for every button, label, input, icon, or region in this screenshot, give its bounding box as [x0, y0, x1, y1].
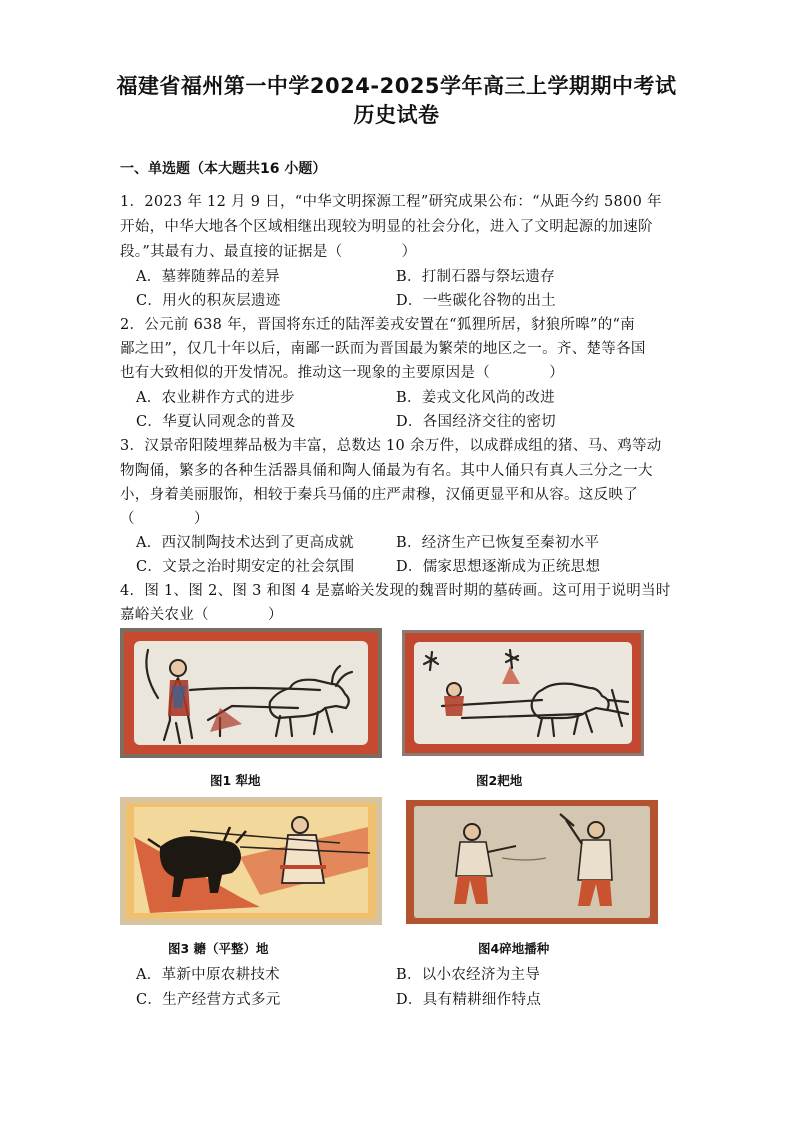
q1-option-d: D．一些碳化谷物的出土: [396, 293, 556, 309]
q4-option-d: D．具有精耕细作特点: [396, 992, 542, 1008]
q1-stem-line: 段。”其最有力、最直接的证据是（ ）: [120, 244, 417, 260]
q1-option-a: A．墓葬随葬品的差异: [136, 269, 280, 285]
q1-option-b: B．打制石器与祭坛遗存: [396, 269, 555, 285]
q4-option-a: A．革新中原农耕技术: [136, 967, 280, 983]
figure-3-caption: 图3 耱（平整）地: [168, 941, 269, 956]
brick-painting-plowing: [120, 628, 382, 758]
q2-option-c: C．华夏认同观念的普及: [136, 414, 296, 430]
brick-painting-leveling: [120, 797, 382, 925]
q3-option-a: A．西汉制陶技术达到了更高成就: [136, 535, 354, 551]
q4-option-c: C．生产经营方式多元: [136, 992, 281, 1008]
brick-painting-harrowing: [402, 630, 644, 756]
exam-title-line2: 历史试卷: [353, 103, 440, 127]
figure-2-caption: 图2耙地: [476, 773, 523, 788]
q4-stem-line: 4．图 1、图 2、图 3 和图 4 是嘉峪关发现的魏晋时期的墓砖画。这可用于说明当时: [120, 583, 671, 599]
q3-option-d: D．儒家思想逐渐成为正统思想: [396, 559, 601, 575]
q1-stem-line: 1．2023 年 12 月 9 日，“中华文明探源工程”研究成果公布：“从距今约 5800 年: [120, 194, 662, 210]
q1-option-c: C．用火的积灰层遗迹: [136, 293, 281, 309]
brick-painting-sowing: [406, 800, 658, 924]
q2-stem-line: 2．公元前 638 年，晋国将东迁的陆浑姜戎安置在“狐狸所居，豺狼所嗥”的“南: [120, 317, 636, 333]
q2-option-a: A．农业耕作方式的进步: [136, 390, 295, 406]
q3-stem-line: 小，身着美丽服饰，相较于秦兵马俑的庄严肃穆，汉俑更显平和从容。这反映了: [120, 487, 638, 503]
q4-option-b: B．以小农经济为主导: [396, 967, 541, 983]
q3-option-b: B．经济生产已恢复至秦初水平: [396, 535, 600, 551]
q3-stem-line: （ ）: [120, 511, 209, 527]
q2-option-d: D．各国经济交往的密切: [396, 414, 556, 430]
figure-1-caption: 图1 犁地: [210, 773, 261, 788]
q2-stem-line: 也有大致相似的开发情况。推动这一现象的主要原因是（ ）: [120, 365, 564, 381]
q2-option-b: B．姜戎文化风尚的改进: [396, 390, 555, 406]
q4-stem-line: 嘉峪关农业（ ）: [120, 607, 283, 623]
q3-stem-line: 物陶俑，繁多的各种生活器具俑和陶人俑最为有名。其中人俑只有真人三分之一大: [120, 463, 653, 479]
q3-stem-line: 3．汉景帝阳陵埋葬品极为丰富，总数达 10 余万件，以成群成组的猪、马、鸡等动: [120, 438, 662, 454]
q1-stem-line: 开始，中华大地各个区域相继出现较为明显的社会分化，进入了文明起源的加速阶: [120, 219, 653, 235]
exam-title-line1: 福建省福州第一中学2024-2025学年高三上学期期中考试: [116, 74, 677, 98]
q3-option-c: C．文景之治时期安定的社会氛围: [136, 559, 355, 575]
figure-4-caption: 图4碎地播种: [478, 941, 550, 956]
q2-stem-line: 鄙之田”，仅几十年以后，南鄙一跃而为晋国最为繁荣的地区之一。齐、楚等各国: [120, 341, 646, 357]
section-heading: 一、单选题（本大题共16 小题）: [120, 161, 327, 177]
